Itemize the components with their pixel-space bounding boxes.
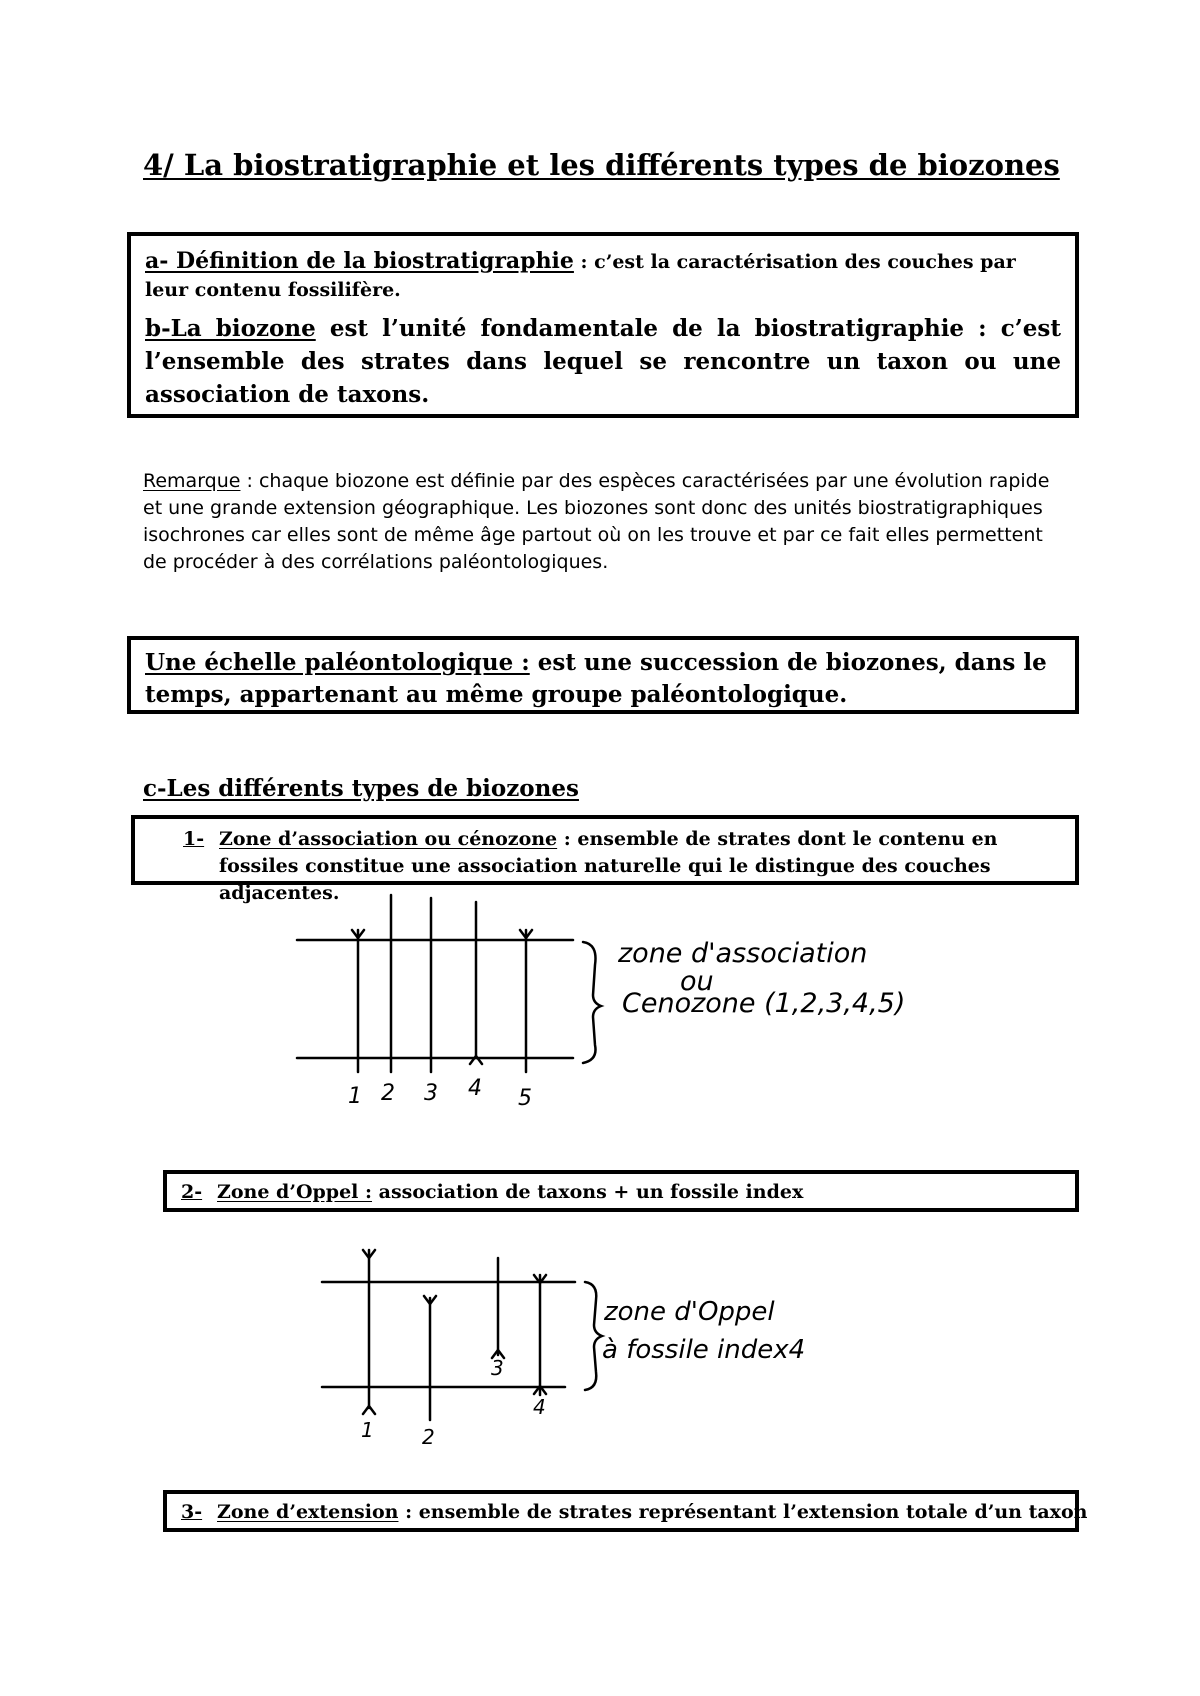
zone-3-number: 3- xyxy=(181,1501,203,1523)
zone-1-box xyxy=(131,815,1079,904)
fig1-label-line2: ou xyxy=(680,966,714,997)
remark-label: Remarque xyxy=(143,470,241,492)
zone-3-box xyxy=(163,1490,1088,1532)
zone-1-text: : ensemble de strates dont le contenu en fossiles constitue une association naturelle qui le distingue des couches adjacentes. xyxy=(219,828,998,904)
fig1-label-line3: Cenozone (1,2,3,4,5) xyxy=(622,988,906,1019)
zone-2-box xyxy=(163,1170,1079,1212)
zone-1-content xyxy=(183,826,1075,907)
fig2-tick-1b xyxy=(363,1406,375,1414)
zone-1-number: 1- xyxy=(183,828,205,850)
definition-a-heading: a- Définition de la biostratigraphie xyxy=(145,248,574,274)
zone-2-number: 2- xyxy=(181,1181,203,1203)
fig1-taxon-1: 1 xyxy=(348,1084,362,1109)
fig1-taxon-5: 5 xyxy=(518,1086,532,1111)
zone-2-heading: Zone d’Oppel : xyxy=(217,1181,373,1203)
fig1-tick-5 xyxy=(520,930,532,938)
fig2-tick-1a xyxy=(363,1250,375,1258)
fig2-tick-3 xyxy=(492,1350,504,1358)
zone-1-heading: Zone d’association ou cénozone xyxy=(219,828,558,850)
zone-3-heading: Zone d’extension xyxy=(217,1501,399,1523)
echelle-box xyxy=(127,636,1079,714)
fig1-taxon-4: 4 xyxy=(468,1076,482,1101)
definition-b-text: est l’unité fondamentale de la biostratigraphie : c’est l’ensemble des strates dans lequel se rencontre un taxon ou une association de taxons. xyxy=(145,315,1061,408)
definition-b-heading: b-La biozone xyxy=(145,315,316,342)
fig2-taxon-3: 3 xyxy=(491,1356,504,1380)
echelle-heading: Une échelle paléontologique : xyxy=(145,649,530,676)
fig2-tick-4a xyxy=(534,1275,546,1283)
definition-box xyxy=(127,232,1079,418)
remark-paragraph xyxy=(143,468,1053,576)
echelle-text: est une succession de biozones, dans le temps, appartenant au même groupe paléontologique. xyxy=(145,649,1047,708)
zone-2-text: association de taxons + un fossile index xyxy=(372,1181,804,1203)
fig2-tick-2 xyxy=(424,1296,436,1304)
fig2-taxon-4: 4 xyxy=(533,1395,546,1419)
fig2-label-line2: à fossile index4 xyxy=(602,1335,806,1365)
fig1-brace xyxy=(583,942,601,1063)
fig2-label-line1: zone d'Oppel xyxy=(604,1297,775,1327)
types-heading: c-Les différents types de biozones xyxy=(143,775,579,802)
fig1-label-line1: zone d'association xyxy=(618,938,868,969)
definition-b xyxy=(145,312,1061,411)
fig2-taxon-2: 2 xyxy=(422,1425,435,1449)
page-title: 4/ La biostratigraphie et les différents types de biozones xyxy=(143,148,1060,182)
zone-3-text: : ensemble de strates représentant l’extension totale d’un taxon xyxy=(398,1501,1088,1523)
remark-text: : chaque biozone est définie par des espèces caractérisées par une évolution rapide et une grande extension géographique. Les biozones sont donc des unités biostratigraphiques isochrones car elles sont de même âge partout où on les trouve et par ce fait elles permettent de procéder à des corrélations paléontologiques. xyxy=(143,470,1050,573)
fig2-taxon-1: 1 xyxy=(361,1418,374,1442)
fig1-taxon-2: 2 xyxy=(381,1081,395,1106)
definition-a xyxy=(145,248,1061,304)
fig2-tick-4b xyxy=(534,1386,546,1394)
fig1-taxon-3: 3 xyxy=(424,1081,438,1106)
definition-a-text: : c’est la caractérisation des couches par leur contenu fossilifère. xyxy=(145,251,1016,301)
fig2-brace xyxy=(585,1282,602,1390)
fig1-tick-4 xyxy=(470,1056,482,1064)
fig1-tick-1 xyxy=(352,930,364,938)
